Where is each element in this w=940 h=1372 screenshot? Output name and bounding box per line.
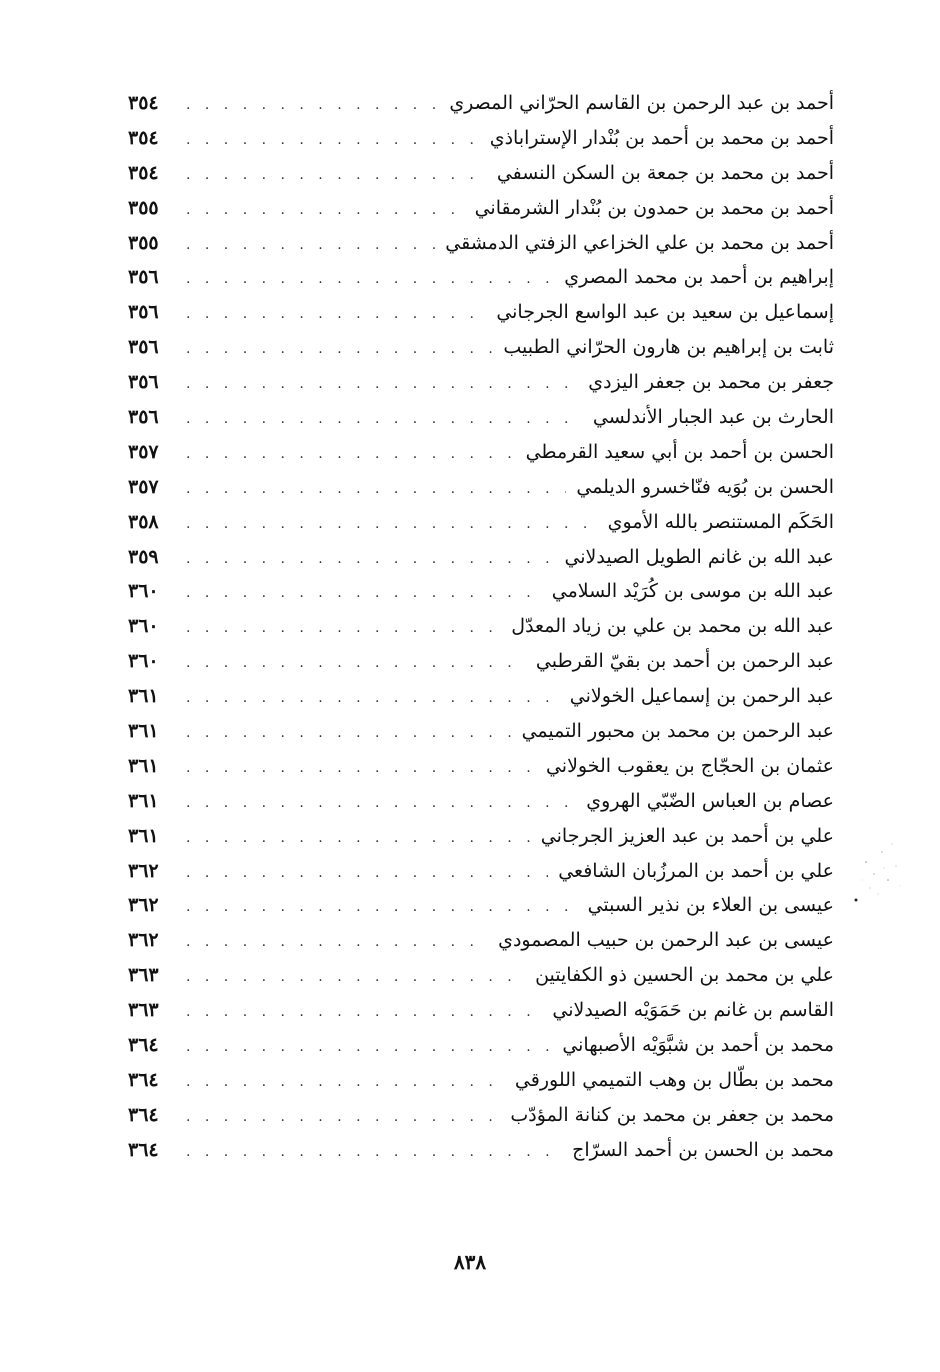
toc-entry — [128, 825, 834, 860]
dot-leader — [176, 865, 548, 881]
toc-entry-page: ٣٥٥ — [128, 231, 159, 254]
dot-leader — [176, 1039, 552, 1055]
toc-entry-name: ثابت بن إبراهيم بن هارون الحرّاني الطبيب — [503, 336, 834, 359]
dot-leader — [176, 167, 487, 183]
dot-leader — [176, 446, 516, 462]
toc-entry-name: الحارث بن عبد الجبار الأندلسي — [592, 406, 834, 429]
toc-entry-page: ٣٥٤ — [128, 92, 159, 114]
toc-entry-page: ٣٦٤ — [128, 1068, 159, 1091]
dot-leader — [176, 516, 598, 532]
toc-entry-name: أحمد بن محمد بن حمدون بن بُنْدار الشرمقاني — [474, 196, 834, 219]
toc-entry — [128, 580, 834, 615]
toc-entry — [128, 755, 834, 790]
dot-leader — [176, 1074, 505, 1090]
toc-entry-name: أحمد بن محمد بن أحمد بن بُنْدار الإستراباذي — [489, 126, 834, 149]
toc-entry-page: ٣٦١ — [128, 789, 159, 812]
toc-entry — [128, 964, 834, 999]
scan-speckle-mark — [848, 822, 910, 912]
toc-entry — [128, 894, 834, 929]
toc-entry-name: الحَكَم المستنصر بالله الأموي — [607, 510, 834, 533]
toc-entry — [128, 1069, 834, 1104]
toc-entry-page: ٣٥٦ — [128, 266, 159, 289]
page-number: ٨٣٨ — [453, 1250, 487, 1274]
toc-entry-page: ٣٥٤ — [128, 126, 159, 149]
toc-entry-page: ٣٦٢ — [128, 894, 159, 917]
toc-entry-name: محمد بن جعفر بن محمد بن كنانة المؤدّب — [510, 1103, 834, 1126]
toc-entry — [128, 720, 834, 755]
dot-leader — [176, 132, 480, 148]
toc-entry-page: ٣٦٢ — [128, 859, 159, 882]
dot-leader — [176, 97, 439, 113]
toc-entry — [128, 162, 834, 197]
toc-entry-page: ٣٥٦ — [128, 371, 159, 394]
toc-entry-name: أحمد بن محمد بن جمعة بن السكن النسفي — [496, 161, 834, 184]
toc-entry — [128, 685, 834, 720]
toc-entry — [128, 336, 834, 371]
toc-entry-page: ٣٦٠ — [128, 615, 159, 638]
toc-entry-name: عبد الله بن موسى بن كُرَيْد السلامي — [551, 580, 834, 603]
toc-entry-page: ٣٥٧ — [128, 475, 159, 498]
toc-entry-page: ٣٥٦ — [128, 336, 159, 359]
toc-entry-name: إسماعيل بن سعيد بن عبد الواسع الجرجاني — [496, 301, 834, 324]
toc-entry — [128, 650, 834, 685]
toc-entry-page: ٣٥٩ — [128, 545, 159, 568]
toc-entry-page: ٣٦٤ — [128, 1138, 159, 1161]
toc-entry — [128, 127, 834, 162]
toc-entry-name: عبد الرحمن بن محمد بن محبور التميمي — [521, 720, 834, 743]
dot-leader — [176, 585, 542, 601]
toc-entry-name: جعفر بن محمد بن جعفر اليزدي — [588, 371, 834, 394]
dot-leader — [176, 899, 578, 915]
toc-entry-name: الحسن بن أحمد بن أبي سعيد القرمطي — [525, 440, 834, 463]
toc-entry-page: ٣٥٥ — [128, 196, 159, 219]
toc-entry — [128, 301, 834, 336]
dot-leader — [176, 271, 554, 287]
dot-leader — [176, 830, 531, 846]
toc-entry — [128, 860, 834, 895]
toc-entry-name: عثمان بن الحجّاج بن يعقوب الخولاني — [545, 754, 834, 777]
toc-entry-name: عبد الرحمن بن أحمد بن بقيّ القرطبي — [535, 650, 834, 673]
toc-entry-page: ٣٦١ — [128, 720, 159, 743]
dot-leader — [176, 655, 526, 671]
dot-leader — [176, 934, 488, 950]
toc-entry — [128, 1034, 834, 1069]
toc-entry — [128, 92, 834, 127]
dot-leader — [176, 969, 525, 985]
toc-entry-page: ٣٦٤ — [128, 1034, 159, 1057]
dot-leader — [176, 306, 486, 322]
dot-leader — [176, 1109, 500, 1125]
table-of-contents — [128, 92, 834, 1174]
dot-leader — [176, 690, 560, 706]
toc-entry-name: علي بن أحمد بن المرزُبان الشافعي — [558, 859, 834, 882]
toc-entry-name: عصام بن العباس الضّبّي الهروي — [586, 789, 834, 812]
dot-leader — [176, 760, 536, 776]
toc-entry-name: أحمد بن عبد الرحمن بن القاسم الحرّاني المصري — [449, 92, 834, 114]
dot-leader — [176, 1144, 562, 1160]
dot-leader — [176, 376, 578, 392]
toc-entry-name: أحمد بن محمد بن علي الخزاعي الزفتي الدمشقي — [445, 231, 834, 254]
dot-leader — [176, 411, 583, 427]
dot-leader — [176, 481, 566, 497]
dot-leader — [176, 551, 554, 567]
toc-entry-page: ٣٦٠ — [128, 650, 159, 673]
toc-entry-name: علي بن أحمد بن عبد العزيز الجرجاني — [540, 824, 834, 847]
toc-entry-page: ٣٥٨ — [128, 510, 159, 533]
toc-entry — [128, 441, 834, 476]
toc-entry-name: محمد بن الحسن بن أحمد السرّاج — [572, 1138, 834, 1161]
toc-entry-page: ٣٥٤ — [128, 161, 159, 184]
toc-entry — [128, 615, 834, 650]
dot-leader — [176, 1004, 542, 1020]
toc-entry-name: علي بن محمد بن الحسين ذو الكفايتين — [535, 964, 834, 987]
toc-entry-page: ٣٦١ — [128, 754, 159, 777]
toc-entry-page: ٣٦٣ — [128, 964, 159, 987]
toc-entry-name: الحسن بن بُوَيه فنّاخسرو الديلمي — [576, 475, 834, 498]
toc-entry — [128, 790, 834, 825]
toc-entry-page: ٣٥٦ — [128, 301, 159, 324]
toc-entry-name: عيسى بن عبد الرحمن بن حبيب المصمودي — [498, 929, 834, 952]
toc-entry-page: ٣٦١ — [128, 824, 159, 847]
dot-leader — [176, 795, 576, 811]
toc-entry-name: محمد بن أحمد بن شبَّوَيْه الأصبهاني — [562, 1034, 834, 1057]
dot-leader — [176, 202, 465, 218]
toc-entry — [128, 266, 834, 301]
toc-entry — [128, 197, 834, 232]
toc-entry-page: ٣٥٦ — [128, 406, 159, 429]
toc-entry-page: ٣٥٧ — [128, 440, 159, 463]
toc-entry-page: ٣٦٤ — [128, 1103, 159, 1126]
toc-entry-name: عبد الله بن محمد بن علي بن زياد المعدّل — [511, 615, 834, 638]
dot-leader — [176, 237, 435, 253]
toc-entry-page: ٣٦١ — [128, 685, 159, 708]
toc-entry-name: عيسى بن العلاء بن نذير السبتي — [587, 894, 834, 917]
toc-entry — [128, 999, 834, 1034]
toc-entry — [128, 511, 834, 546]
toc-entry — [128, 1139, 834, 1174]
dot-leader — [176, 341, 493, 357]
toc-entry-name: القاسم بن غانم بن حَمَوَيْه الصيدلاني — [552, 999, 834, 1022]
toc-entry — [128, 546, 834, 581]
toc-entry-name: عبد الرحمن بن إسماعيل الخولاني — [569, 685, 834, 708]
toc-entry-page: ٣٦٣ — [128, 999, 159, 1022]
dot-leader — [176, 725, 512, 741]
toc-entry — [128, 1104, 834, 1139]
toc-entry-name: إبراهيم بن أحمد بن محمد المصري — [564, 266, 834, 289]
toc-entry-name: محمد بن بطّال بن وهب التميمي اللورقي — [514, 1068, 834, 1091]
dot-leader — [176, 620, 501, 636]
toc-entry — [128, 476, 834, 511]
toc-entry — [128, 406, 834, 441]
toc-entry — [128, 929, 834, 964]
toc-entry — [128, 371, 834, 406]
toc-entry — [128, 232, 834, 267]
toc-entry-page: ٣٦٠ — [128, 580, 159, 603]
toc-entry-name: عبد الله بن غانم الطويل الصيدلاني — [564, 545, 834, 568]
toc-entry-page: ٣٦٢ — [128, 929, 159, 952]
